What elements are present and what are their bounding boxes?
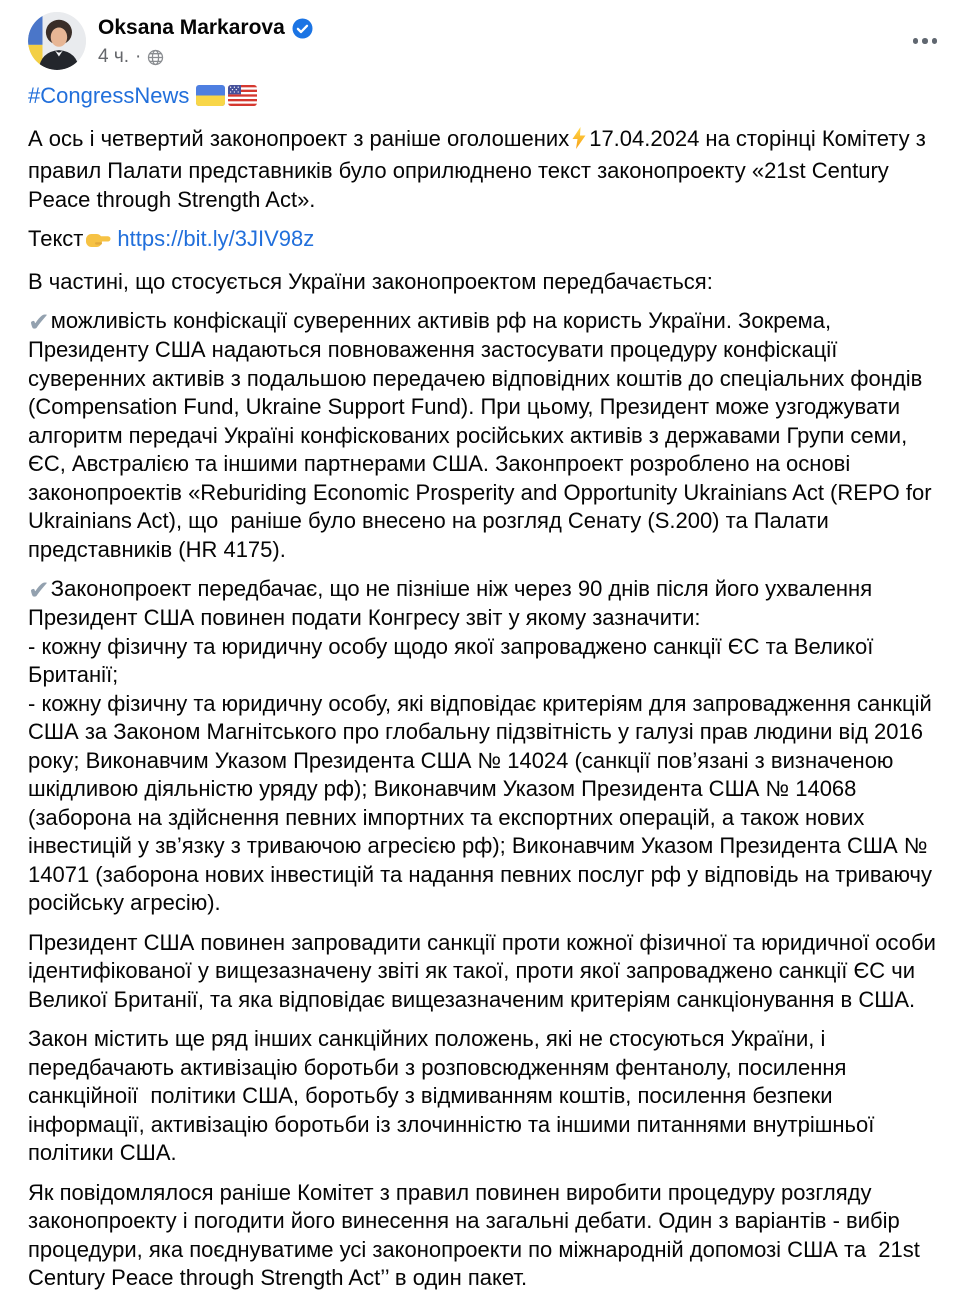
profile-photo	[28, 12, 86, 70]
meta-separator: ·	[135, 46, 142, 67]
lead-paragraph	[28, 268, 945, 297]
other-provisions-text: Закон містить ще ряд інших санкційних положень, які не стосуються України, і передбачають активізацію боротьби з розповсюдженням фентанолу, посилення санкційноії політики США, боротьбу з відмиванням коштів, посилення безпеки інформації, активізацію боротьби із злочинністю та іншими питаннями внутрішньої політики США.	[28, 1026, 881, 1165]
post-meta-row	[98, 46, 313, 68]
post-timestamp[interactable]: 4 ч.	[98, 46, 130, 67]
bullet-paragraph-1	[28, 307, 945, 564]
lead-text: В частині, що стосується України законопроектом передбачається:	[28, 268, 713, 294]
bullet-1-text: можливість конфіскації суверенних активів рф на користь України. Зокрема, Президенту США надаються повноваження застосувати процедуру конфіскації суверенних активів з подальшою передачею відповідних коштів до спеціальних фондів (Compensation Fund, Ukraine Support Fund). При цьому, Президент може узгоджувати алгоритм передачі Україні конфіскованих російських активів з державами Групи семи, ЄС, Австралією та іншими партнерами США. Законпроект розроблено на основі законопроектів «Reburiding Economic Prosperity and Opportunity Ukrainians Act (REPO for Ukrainians Act), що раніше було внесено на розгляд Сенату (S.200) та Палати представників (HR 4175).	[28, 308, 938, 562]
post-body	[28, 82, 945, 1293]
post-header	[28, 12, 945, 70]
us-flag-icon	[228, 85, 257, 114]
bullet-2-text: Законопроект передбачає, що не пізніше ніж через 90 днів після його ухвалення Президент США повинен подати Конгресу звіт у якому зазначити: - кожну фізичну та юридичну особу щодо якої запроваджено санкції ЄС та Великої Британії; - кожну фізичну та юридичну особу, які відповідає критеріям для запровадження санкцій США за Законом Магнітського про глобальну підзвітність у галузі прав людини від 2016 року; Виконавчим Указом Президента США № 14024 (санкції пов’язані з визначеною шкідливою діяльністю уряду рф); Виконавчим Указом Президента США № 14068 (заборона на здійснення певних імпортних та експортних операцій, а також нових інвестицій у зв’язку з триваючою агресією рф); Виконавчим Указом Президента США № 14071 (заборона нових інвестицій та надання певних послуг рф у відповідь на триваючу російську агресію).	[28, 576, 933, 915]
ellipsis-menu-icon	[913, 38, 919, 44]
check-mark-icon: ✔	[28, 308, 50, 338]
intro-text-before: А ось і четвертий законопроект з раніше оголошених	[28, 125, 570, 151]
post-url-link[interactable]: https://bit.ly/3JIV98z	[117, 226, 315, 251]
verified-badge-icon	[292, 18, 313, 39]
sanction-text: Президент США повинен запровадити санкції проти кожної фізичної та юридичної особи ідентифікованої у вищезазначену звіті як такої, проти якої запроваджено санкції ЄС чи Великої Британії, та яка відповідає вищезазначеним критеріям санкціонування в США.	[28, 929, 943, 1012]
hashtag-paragraph	[28, 82, 945, 114]
ukraine-flag-icon	[196, 85, 225, 114]
link-label: Текст	[28, 226, 84, 251]
intro-paragraph	[28, 125, 945, 215]
header-meta	[98, 12, 313, 68]
check-mark-icon: ✔	[28, 576, 50, 606]
post-options-button[interactable]	[907, 28, 944, 54]
final-text: Як повідомлялося раніше Комітет з правил повинен виробити процедуру розгляду законопроекту і погодити його винесення на загальні дебати. Один з варіантів - вибір процедури, яка поєднуватиме усі законопроекти по міжнародній допомозі США та 21st Century Peace through Strength Act’’ в один пакет.	[28, 1179, 927, 1290]
other-provisions-paragraph	[28, 1025, 945, 1168]
hashtag-link[interactable]: #CongressNews	[28, 83, 190, 108]
profile-avatar[interactable]	[28, 12, 86, 70]
globe-public-icon	[147, 49, 164, 66]
intro-text-after: 17.04.2024 на сторінці Комітету з правил Палати представників було оприлюднено текст законопроекту «21st Century Peace through Strength Act».	[28, 125, 932, 212]
bullet-paragraph-2	[28, 575, 945, 918]
lightning-bolt-icon	[570, 126, 588, 158]
pointing-right-hand-icon	[85, 228, 111, 257]
sanction-paragraph	[28, 929, 945, 1015]
profile-name[interactable]: Oksana Markarova	[98, 16, 285, 39]
final-paragraph	[28, 1179, 945, 1293]
link-paragraph	[28, 225, 945, 257]
